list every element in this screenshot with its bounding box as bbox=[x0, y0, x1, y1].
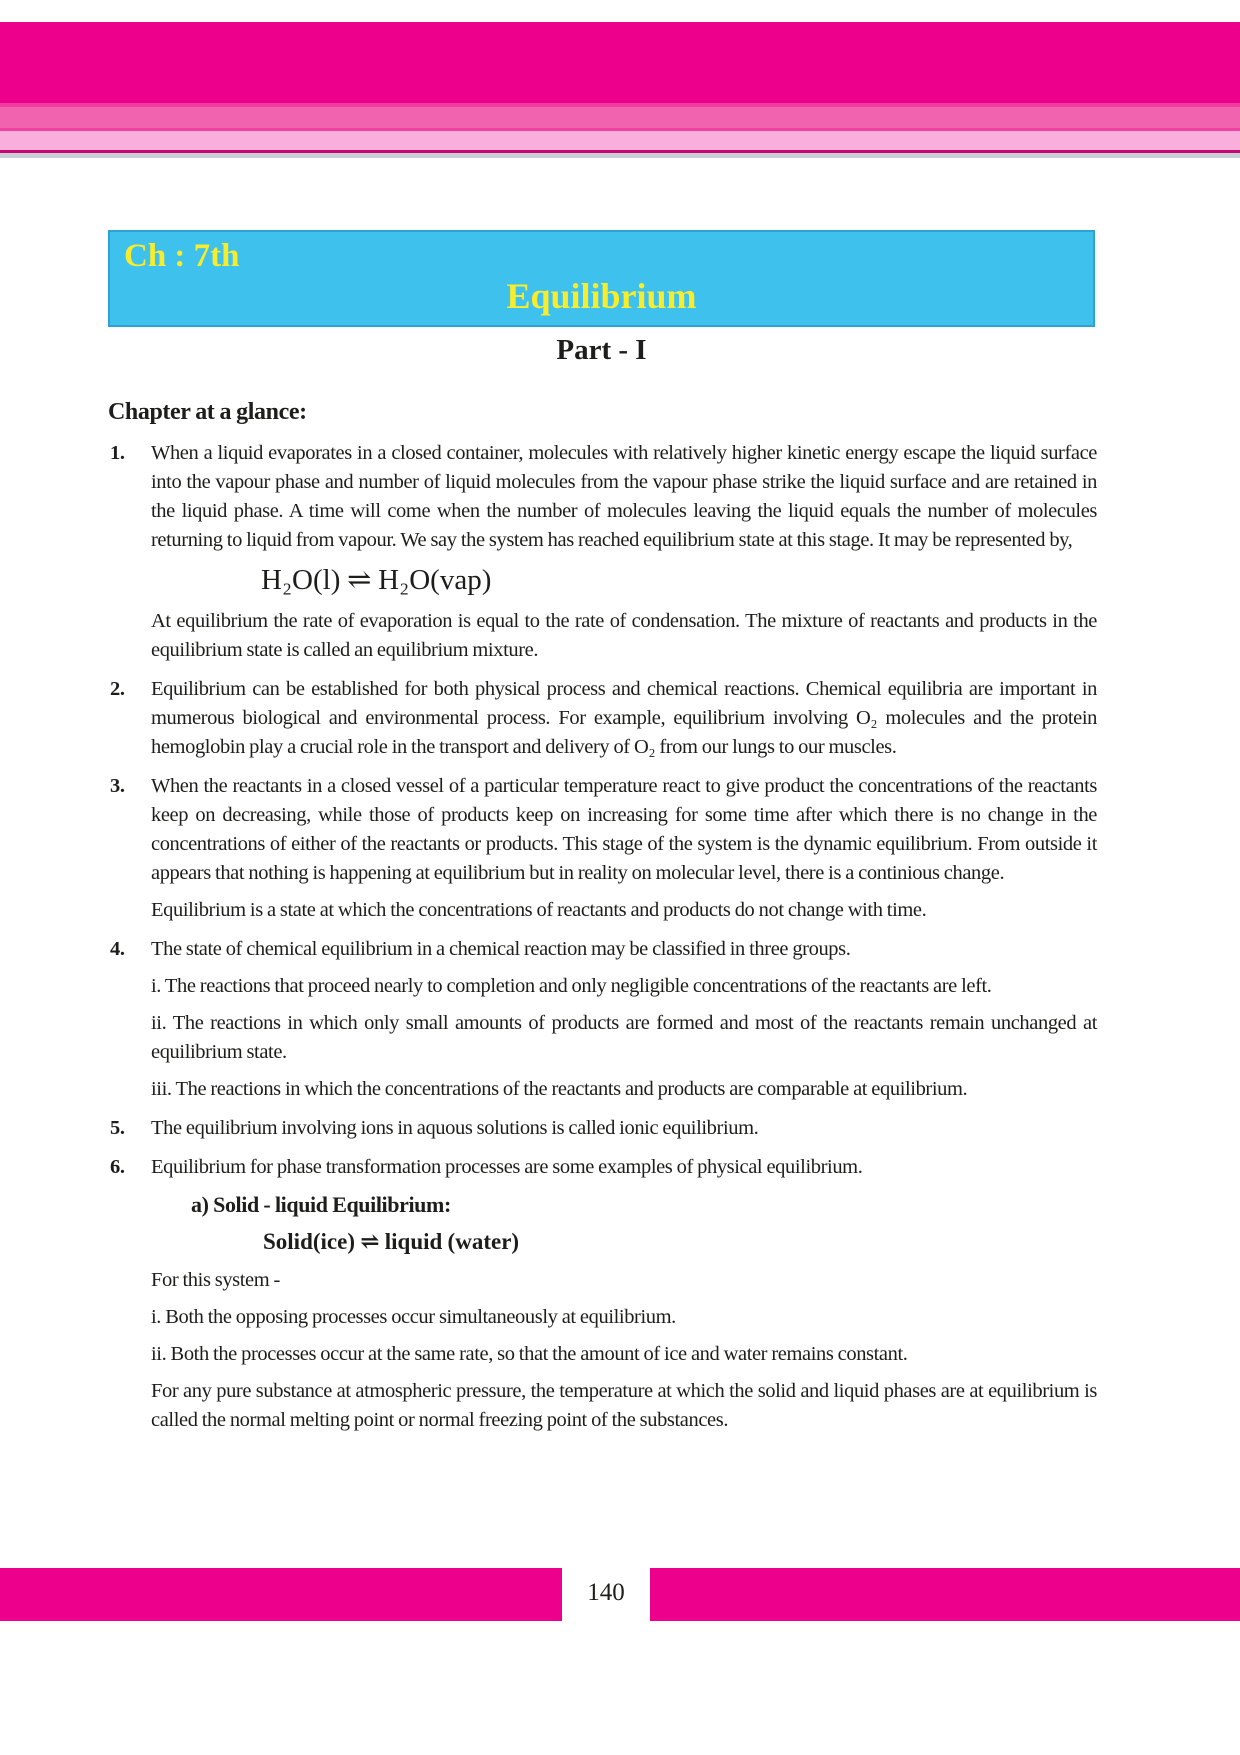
item-number: 2. bbox=[110, 678, 125, 700]
page-number: 140 bbox=[587, 1579, 625, 1606]
solid-liquid-heading: a) Solid - liquid Equilibrium: bbox=[191, 1192, 451, 1217]
item-text: When the reactants in a closed vessel of a particular temperature react to give product the concentrations of the reactants keep on decreasing, while those of products keep on increasing for some time after which there is no change in the concentrations of either of the reactants or products. This stage of the system is the dynamic equilibrium. From outside it appears that nothing is happening at equilibrium but in reality on molecular level, there is a continious change. bbox=[151, 775, 1097, 884]
chapter-title: Equilibrium bbox=[506, 276, 697, 316]
list-item-2 bbox=[108, 675, 1097, 762]
equation-h2o: H₂O(l) ⇌ H₂O(vap) bbox=[261, 564, 492, 596]
item-text: The equilibrium involving ions in aquous solutions is called ionic equilibrium. bbox=[151, 1117, 759, 1139]
banner-gray-line bbox=[0, 153, 1240, 158]
chapter-title-box bbox=[108, 230, 1095, 327]
subpoint-i: i. Both the opposing processes occur simultaneously at equilibrium. bbox=[151, 1306, 676, 1328]
item-text: Equilibrium can be established for both physical process and chemical reactions. Chemical equilibria are important in mumerous biological and environmental process. For example, equilibrium involving O₂ molecules and the protein hemoglobin play a crucial role in the transport and delivery of O₂ from our lungs to our muscles. bbox=[151, 678, 1097, 758]
banner-magenta-band bbox=[0, 22, 1240, 103]
item-number: 6. bbox=[110, 1156, 125, 1178]
top-banner bbox=[0, 22, 1240, 158]
footer-bar-left bbox=[0, 1568, 562, 1621]
item-number: 1. bbox=[110, 442, 125, 464]
item-text: The state of chemical equilibrium in a chemical reaction may be classified in three groups. bbox=[151, 938, 851, 960]
list-item-6 bbox=[108, 1153, 1097, 1435]
subpoint-ii: ii. The reactions in which only small amounts of products are formed and most of the reactants remain unchanged at equilibrium state. bbox=[151, 1012, 1097, 1063]
item-number: 4. bbox=[110, 938, 125, 960]
chapter-number-label: Ch : 7th bbox=[124, 238, 240, 274]
banner-lightpink-band bbox=[0, 131, 1240, 150]
page-content bbox=[108, 399, 1097, 1435]
item-number: 5. bbox=[110, 1117, 125, 1139]
item-text-continued: At equilibrium the rate of evaporation is equal to the rate of condensation. The mixture of reactants and products in the equilibrium state is called an equilibrium mixture. bbox=[151, 610, 1097, 661]
list-item-5 bbox=[108, 1114, 1097, 1143]
glance-heading: Chapter at a glance: bbox=[108, 399, 307, 425]
list-item-4 bbox=[108, 935, 1097, 1104]
system-intro-line: For this system - bbox=[151, 1269, 280, 1291]
item-text-continued: Equilibrium is a state at which the concentrations of reactants and products do not change with time. bbox=[151, 899, 927, 921]
footer-bar-right bbox=[650, 1568, 1240, 1621]
part-heading: Part - I bbox=[556, 334, 647, 366]
banner-pink-band bbox=[0, 107, 1240, 128]
list-item-3 bbox=[108, 772, 1097, 925]
subpoint-ii: ii. Both the processes occur at the same rate, so that the amount of ice and water remains constant. bbox=[151, 1343, 908, 1365]
page-footer bbox=[0, 1568, 1240, 1621]
item-text: Equilibrium for phase transformation processes are some examples of physical equilibrium. bbox=[151, 1156, 863, 1178]
closing-paragraph: For any pure substance at atmospheric pressure, the temperature at which the solid and liquid phases are at equilibrium is called the normal melting point or normal freezing point of the substances. bbox=[151, 1380, 1097, 1431]
equation-solid-liquid: Solid(ice) ⇌ liquid (water) bbox=[263, 1229, 520, 1254]
list-item-1 bbox=[108, 439, 1097, 665]
subpoint-iii: iii. The reactions in which the concentrations of the reactants and products are comparable at equilibrium. bbox=[151, 1078, 968, 1100]
subpoint-i: i. The reactions that proceed nearly to completion and only negligible concentrations of the reactants are left. bbox=[151, 975, 992, 997]
item-number: 3. bbox=[110, 775, 125, 797]
item-text: When a liquid evaporates in a closed container, molecules with relatively higher kinetic energy escape the liquid surface into the vapour phase and number of liquid molecules from the vapour phase strike the liquid surface and are retained in the liquid phase. A time will come when the number of molecules leaving the liquid equals the number of molecules returning to liquid from vapour. We say the system has reached equilibrium state at this stage. It may be represented by, bbox=[151, 442, 1097, 551]
